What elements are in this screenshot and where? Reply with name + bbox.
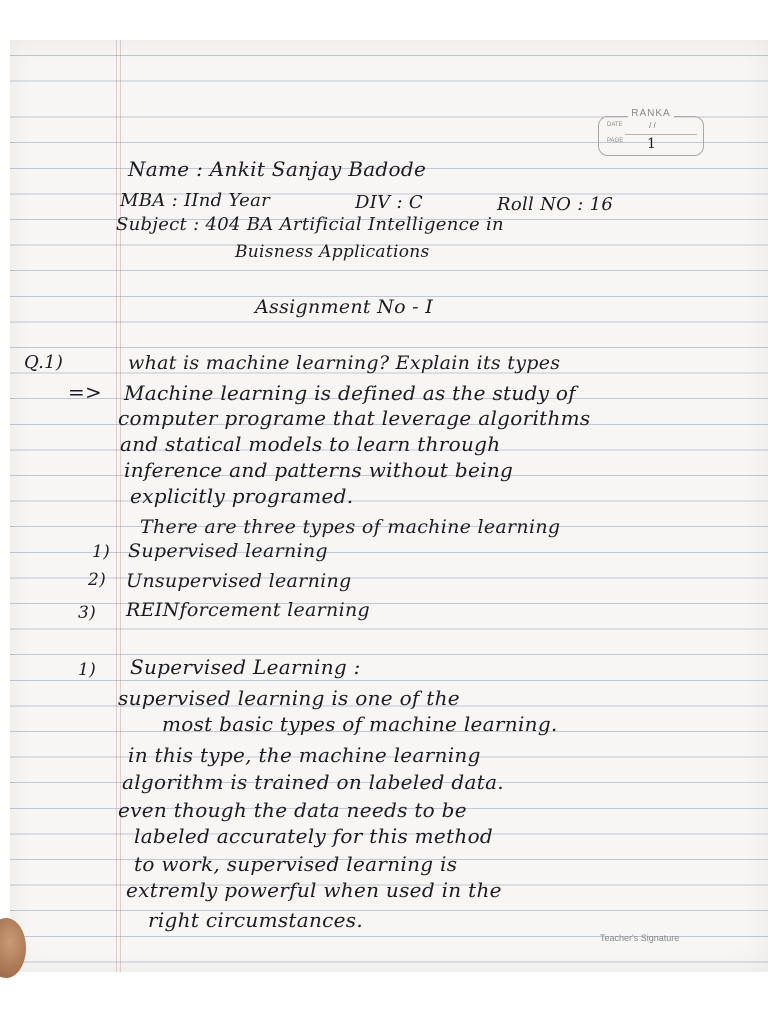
answer-line: and statical models to learn through xyxy=(120,432,501,456)
section-line: even though the data needs to be xyxy=(118,798,467,822)
section-line: most basic types of machine learning. xyxy=(162,712,558,736)
type-marker: 1) xyxy=(92,542,111,562)
answer-line: computer programe that leverage algorithms xyxy=(118,406,591,430)
types-intro: There are three types of machine learning xyxy=(140,516,561,538)
type-item: Unsupervised learning xyxy=(126,570,352,592)
division: DIV : C xyxy=(355,192,423,213)
page-header-box xyxy=(598,108,704,156)
answer-line: explicitly programed. xyxy=(130,484,354,508)
divider xyxy=(625,134,697,135)
answer-arrow: => xyxy=(68,380,103,404)
roll-number: Roll NO : 16 xyxy=(497,194,614,215)
type-item: REINforcement learning xyxy=(126,599,370,621)
section-marker: 1) xyxy=(78,660,97,680)
type-marker: 3) xyxy=(78,603,97,623)
section-line: to work, supervised learning is xyxy=(134,852,458,876)
student-name: Name : Ankit Sanjay Badode xyxy=(128,157,427,181)
section-line: right circumstances. xyxy=(148,908,364,932)
section-heading: Supervised Learning : xyxy=(130,655,361,679)
section-line: extremly powerful when used in the xyxy=(126,878,502,902)
section-line: supervised learning is one of the xyxy=(118,686,460,710)
answer-line: Machine learning is defined as the study of xyxy=(124,381,576,405)
date-label: DATE xyxy=(607,122,623,128)
type-item: Supervised learning xyxy=(128,540,328,562)
margin-line xyxy=(116,40,117,972)
question-marker: Q.1) xyxy=(24,352,64,373)
answer-line: inference and patterns without being xyxy=(124,458,514,482)
subject-line-2: Buisness Applications xyxy=(235,242,430,262)
page-label: PAGE xyxy=(607,138,624,144)
section-line: algorithm is trained on labeled data. xyxy=(122,770,504,794)
mba-year: MBA : IInd Year xyxy=(120,190,271,211)
margin-line xyxy=(120,40,121,972)
type-marker: 2) xyxy=(88,570,107,590)
brand-logo: RANKA xyxy=(599,108,703,119)
page-number: 1 xyxy=(647,136,656,152)
section-line: in this type, the machine learning xyxy=(128,743,481,767)
date-value: / / xyxy=(649,121,656,130)
teacher-signature-label: Teacher's Signature xyxy=(600,933,680,943)
subject-line-1: Subject : 404 BA Artificial Intelligence in xyxy=(116,214,504,235)
question-text: what is machine learning? Explain its types xyxy=(128,352,561,374)
section-line: labeled accurately for this method xyxy=(134,824,494,848)
assignment-title: Assignment No - I xyxy=(255,296,434,318)
